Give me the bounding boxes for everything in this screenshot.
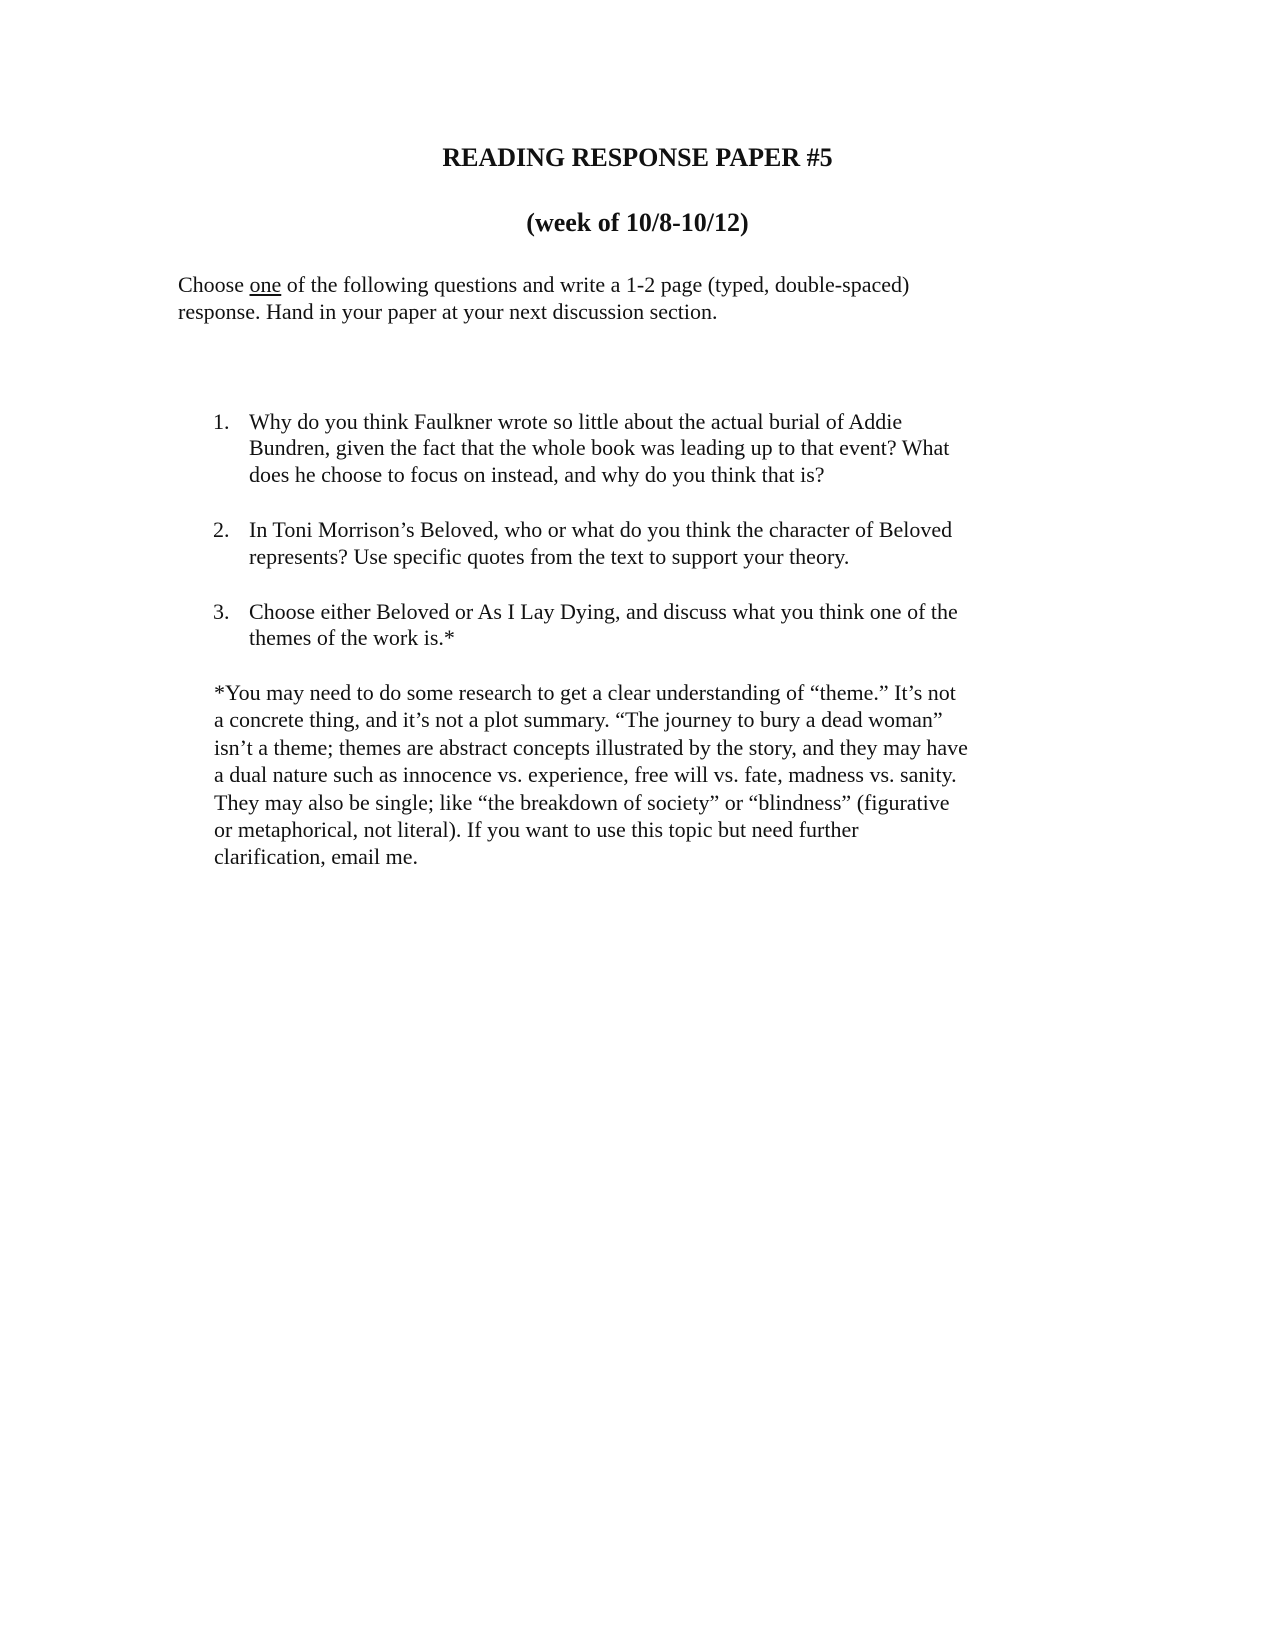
question-number: 1.	[213, 409, 230, 434]
question-number: 2.	[213, 517, 230, 542]
footnote-line: isn’t a theme; themes are abstract concepts illustrated by the story, and they may have	[214, 735, 968, 760]
question-line: themes of the work is.*	[249, 625, 455, 650]
intro-line-2: response. Hand in your paper at your next discussion section.	[178, 299, 718, 324]
intro-text: Choose	[178, 272, 250, 297]
question-line: Choose either Beloved or As I Lay Dying, and discuss what you think one of the	[249, 599, 958, 624]
footnote-line: They may also be single; like “the breakdown of society” or “blindness” (figurative	[214, 790, 950, 815]
footnote-line: clarification, email me.	[214, 844, 419, 869]
question-line: Why do you think Faulkner wrote so little about the actual burial of Addie	[249, 409, 903, 434]
intro-emphasis: one	[249, 272, 282, 297]
question-line: In Toni Morrison’s Beloved, who or what do you think the character of Beloved	[249, 517, 953, 542]
footnote-line: a dual nature such as innocence vs. experience, free will vs. fate, madness vs. sanity.	[214, 762, 957, 787]
intro-line-1	[178, 271, 909, 298]
footnote-line: a concrete thing, and it’s not a plot summary. “The journey to bury a dead woman”	[214, 707, 943, 732]
footnote-line: or metaphorical, not literal). If you want to use this topic but need further	[214, 817, 859, 842]
intro-text: of the following questions and write a 1-2 page (typed, double-spaced)	[281, 272, 910, 297]
question-number: 3.	[213, 599, 230, 624]
page-title: READING RESPONSE PAPER #5	[442, 143, 833, 172]
question-line: Bundren, given the fact that the whole book was leading up to that event? What	[249, 435, 950, 460]
question-line: represents? Use specific quotes from the text to support your theory.	[249, 544, 850, 569]
footnote-line: *You may need to do some research to get a clear understanding of “theme.” It’s not	[214, 680, 956, 705]
page-subtitle: (week of 10/8-10/12)	[526, 208, 749, 237]
question-line: does he choose to focus on instead, and why do you think that is?	[249, 462, 825, 487]
